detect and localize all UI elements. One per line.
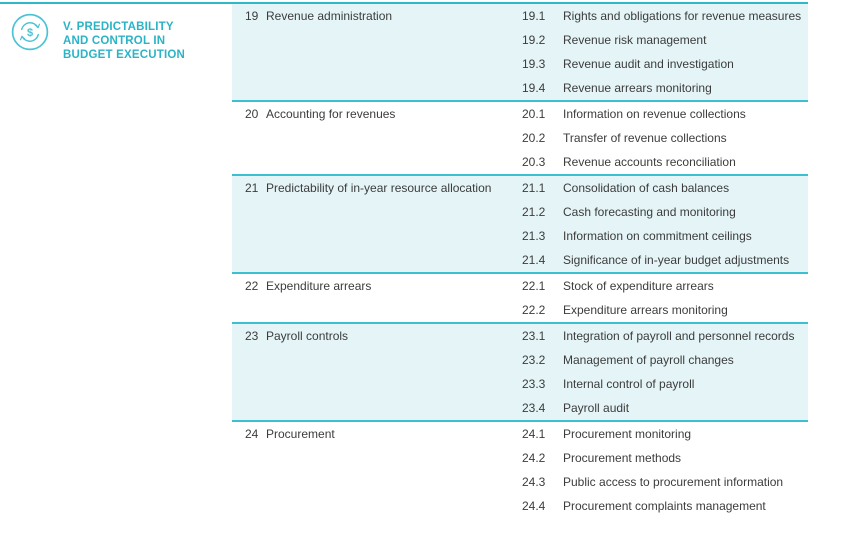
indicator-number: 20 (245, 107, 259, 121)
indicator-group (232, 100, 808, 174)
dimension-number: 23.2 (522, 353, 546, 367)
dimension-name: Stock of expenditure arrears (563, 279, 714, 293)
section-title: V. PREDICTABILITY AND CONTROL IN BUDGET EXECUTION (63, 21, 186, 61)
indicator-name: Accounting for revenues (266, 107, 396, 121)
indicator-name: Procurement (266, 427, 335, 441)
dimension-number: 23.3 (522, 377, 546, 391)
dollar-cycle-icon (11, 13, 49, 51)
indicator-cell (232, 274, 522, 322)
indicator-group (232, 272, 808, 322)
dimension-name: Information on commitment ceilings (563, 229, 752, 243)
dimension-number: 24.2 (522, 451, 546, 465)
dimension-number: 19.3 (522, 57, 546, 71)
dimension-number: 21.4 (522, 253, 546, 267)
dimension-name: Procurement monitoring (563, 427, 692, 441)
dimension-name: Procurement methods (563, 451, 682, 465)
dimension-row (522, 4, 808, 28)
dimension-row (522, 470, 808, 494)
dimension-number: 23.4 (522, 401, 546, 415)
dimension-name: Consolidation of cash balances (563, 181, 730, 195)
dimension-name: Revenue audit and investigation (563, 57, 734, 71)
indicators-table (232, 4, 808, 518)
dimension-number: 19.1 (522, 9, 546, 23)
indicator-group (232, 174, 808, 272)
dimension-row (522, 150, 808, 174)
dimension-row (522, 126, 808, 150)
dimension-list (522, 102, 808, 174)
dimension-row (522, 348, 808, 372)
indicator-group (232, 420, 808, 518)
dimension-row (522, 200, 808, 224)
dimension-number: 23.1 (522, 329, 546, 343)
indicator-number: 22 (245, 279, 259, 293)
section-header (11, 13, 221, 62)
dimension-name: Revenue arrears monitoring (563, 81, 712, 95)
dimension-number: 21.1 (522, 181, 546, 195)
indicator-group (232, 322, 808, 420)
dimension-row (522, 102, 808, 126)
dimension-row (522, 372, 808, 396)
dimension-row (522, 176, 808, 200)
dimension-number: 20.1 (522, 107, 546, 121)
dimension-row (522, 224, 808, 248)
dimension-row (522, 324, 808, 348)
dimension-row (522, 422, 808, 446)
indicator-number: 21 (245, 181, 259, 195)
dimension-row (522, 494, 808, 518)
dimension-name: Transfer of revenue collections (563, 131, 727, 145)
indicator-cell (232, 422, 522, 518)
dimension-list (522, 324, 808, 420)
dimension-row (522, 28, 808, 52)
indicator-cell (232, 4, 522, 100)
dimension-list (522, 176, 808, 272)
dimension-row (522, 76, 808, 100)
indicator-cell (232, 176, 522, 272)
dimension-name: Significance of in-year budget adjustments (563, 253, 790, 267)
dimension-number: 21.3 (522, 229, 546, 243)
dimension-name: Rights and obligations for revenue measures (563, 9, 802, 23)
dimension-number: 19.4 (522, 81, 546, 95)
indicator-cell (232, 324, 522, 420)
dimension-number: 24.1 (522, 427, 546, 441)
dimension-number: 19.2 (522, 33, 546, 47)
dimension-name: Expenditure arrears monitoring (563, 303, 728, 317)
indicator-name: Expenditure arrears (266, 279, 372, 293)
dimension-name: Revenue risk management (563, 33, 707, 47)
indicator-name: Predictability of in-year resource allocation (266, 181, 492, 195)
dimension-name: Procurement complaints management (563, 499, 766, 513)
dimension-number: 21.2 (522, 205, 546, 219)
dimension-row (522, 298, 808, 322)
dimension-row (522, 52, 808, 76)
dimension-number: 24.4 (522, 499, 546, 513)
indicator-cell (232, 102, 522, 174)
dimension-row (522, 248, 808, 272)
dimension-row (522, 274, 808, 298)
dimension-name: Internal control of payroll (563, 377, 695, 391)
dimension-name: Revenue accounts reconciliation (563, 155, 736, 169)
svg-text:$: $ (26, 27, 34, 39)
dimension-number: 20.2 (522, 131, 546, 145)
dimension-name: Integration of payroll and personnel records (563, 329, 795, 343)
indicator-name: Revenue administration (266, 9, 393, 23)
dimension-list (522, 274, 808, 322)
dimension-name: Public access to procurement information (563, 475, 784, 489)
dimension-number: 22.2 (522, 303, 546, 317)
dimension-number: 22.1 (522, 279, 546, 293)
dimension-list (522, 4, 808, 100)
dimension-number: 24.3 (522, 475, 546, 489)
indicator-number: 23 (245, 329, 259, 343)
indicator-name: Payroll controls (266, 329, 349, 343)
dimension-name: Management of payroll changes (563, 353, 734, 367)
dimension-list (522, 422, 808, 518)
dimension-row (522, 446, 808, 470)
dimension-name: Cash forecasting and monitoring (563, 205, 736, 219)
indicator-group (232, 4, 808, 100)
indicator-number: 24 (245, 427, 259, 441)
indicator-number: 19 (245, 9, 259, 23)
dimension-row (522, 396, 808, 420)
dimension-number: 20.3 (522, 155, 546, 169)
dimension-name: Information on revenue collections (563, 107, 746, 121)
dimension-name: Payroll audit (563, 401, 630, 415)
